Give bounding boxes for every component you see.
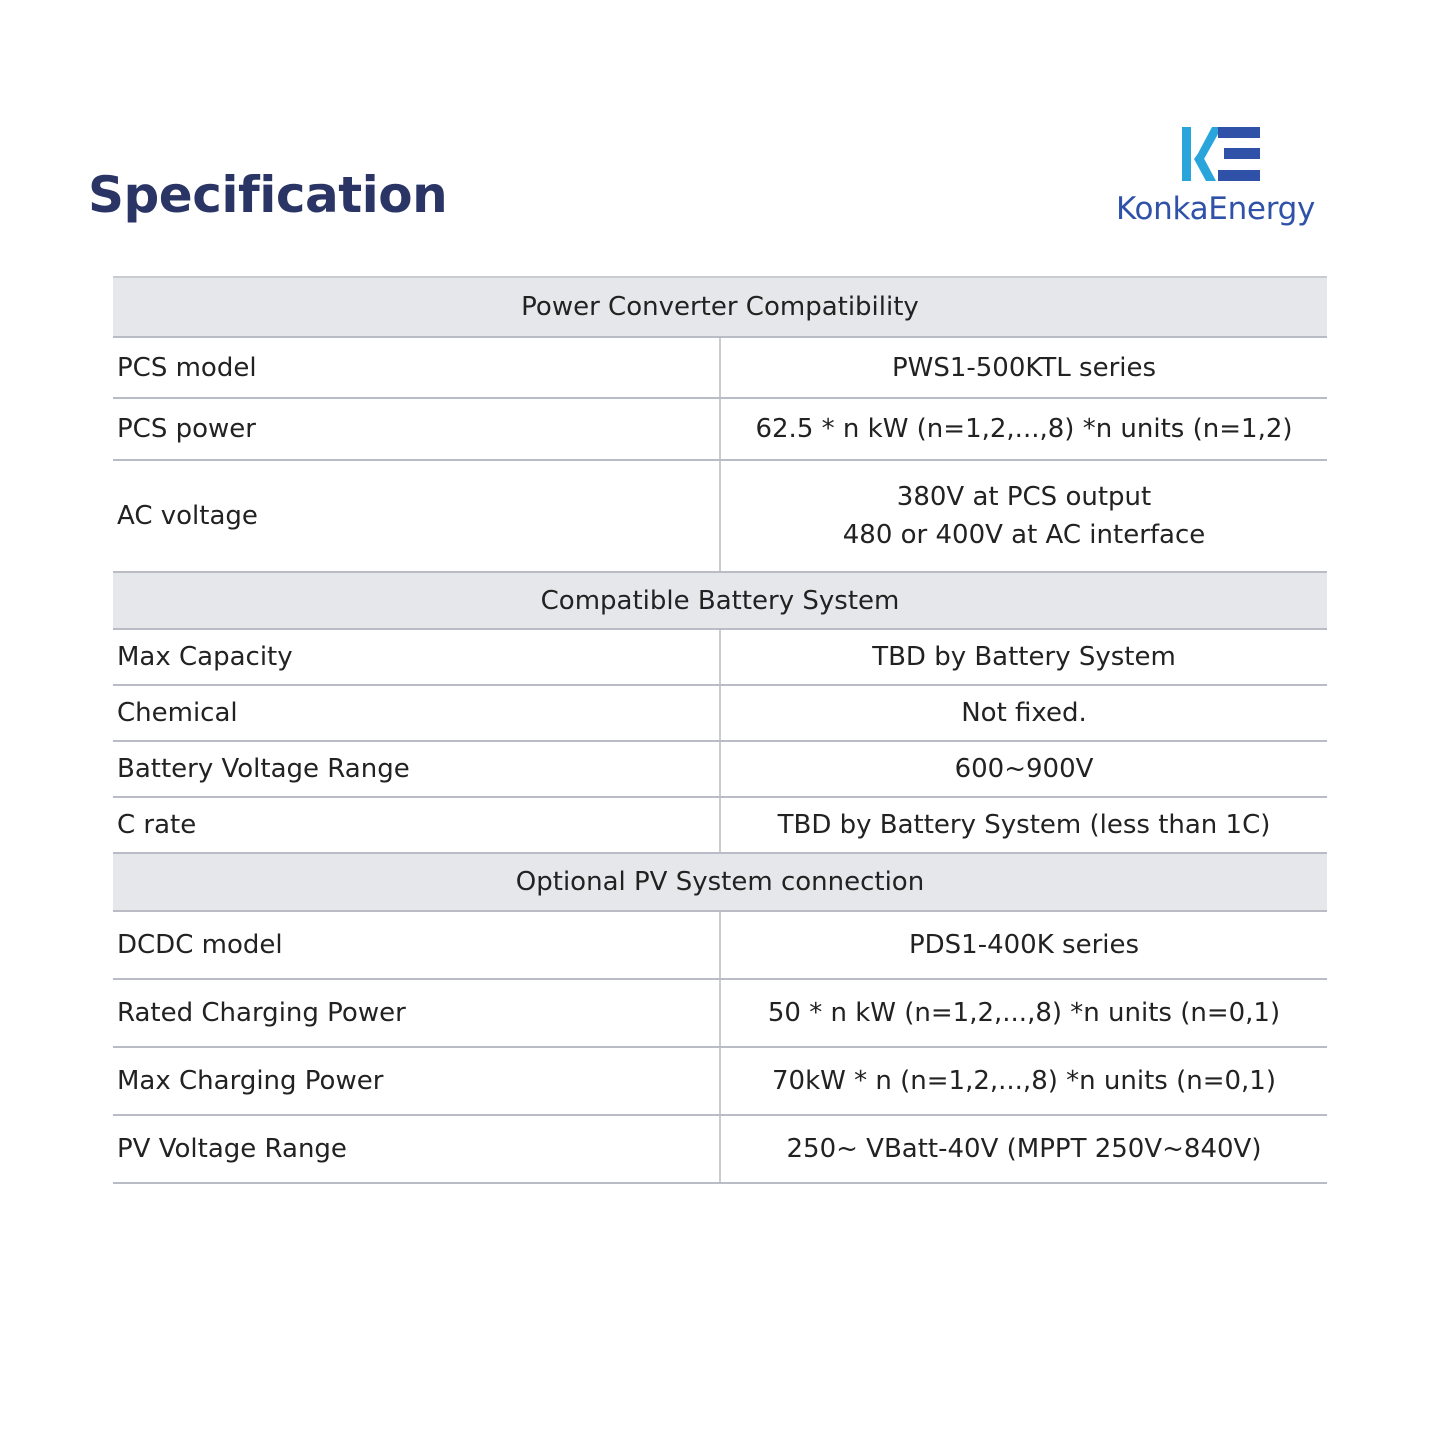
- table-row: [113, 797, 1327, 853]
- table-row: [113, 460, 1327, 572]
- section-header-row: [113, 572, 1327, 629]
- table-row: [113, 979, 1327, 1047]
- page-title: Specification: [88, 166, 448, 224]
- row-label: Max Charging Power: [113, 1047, 720, 1115]
- table-row: [113, 911, 1327, 979]
- table-row: [113, 629, 1327, 685]
- row-value: TBD by Battery System (less than 1C): [720, 797, 1327, 853]
- section-heading: Compatible Battery System: [113, 572, 1327, 629]
- row-value: PWS1-500KTL series: [720, 337, 1327, 398]
- table-row: [113, 685, 1327, 741]
- row-label: C rate: [113, 797, 720, 853]
- section-header-row: [113, 853, 1327, 911]
- row-value: 70kW * n (n=1,2,...,8) *n units (n=0,1): [720, 1047, 1327, 1115]
- section-header-row: [113, 277, 1327, 337]
- ke-logo-mark: [1182, 125, 1262, 183]
- section-heading: Optional PV System connection: [113, 853, 1327, 911]
- row-value: 600~900V: [720, 741, 1327, 797]
- konka-energy-logo: [1112, 125, 1332, 235]
- row-value: PDS1-400K series: [720, 911, 1327, 979]
- logo-wordmark: KonkaEnergy: [1116, 191, 1316, 227]
- section-heading: Power Converter Compatibility: [113, 277, 1327, 337]
- row-label: Battery Voltage Range: [113, 741, 720, 797]
- row-label: AC voltage: [113, 460, 720, 572]
- row-label: PV Voltage Range: [113, 1115, 720, 1183]
- row-label: Rated Charging Power: [113, 979, 720, 1047]
- row-value: 62.5 * n kW (n=1,2,...,8) *n units (n=1,2): [720, 398, 1327, 460]
- row-value: 250~ VBatt-40V (MPPT 250V~840V): [720, 1115, 1327, 1183]
- specification-table: [113, 276, 1327, 1184]
- table-row: [113, 398, 1327, 460]
- row-value: 50 * n kW (n=1,2,...,8) *n units (n=0,1): [720, 979, 1327, 1047]
- row-label: Chemical: [113, 685, 720, 741]
- table-row: [113, 741, 1327, 797]
- row-label: Max Capacity: [113, 629, 720, 685]
- table-row: [113, 337, 1327, 398]
- row-value: 380V at PCS output 480 or 400V at AC interface: [720, 460, 1327, 572]
- row-label: PCS power: [113, 398, 720, 460]
- row-value: TBD by Battery System: [720, 629, 1327, 685]
- row-label: DCDC model: [113, 911, 720, 979]
- row-value: Not fixed.: [720, 685, 1327, 741]
- table-row: [113, 1115, 1327, 1183]
- table-row: [113, 1047, 1327, 1115]
- row-label: PCS model: [113, 337, 720, 398]
